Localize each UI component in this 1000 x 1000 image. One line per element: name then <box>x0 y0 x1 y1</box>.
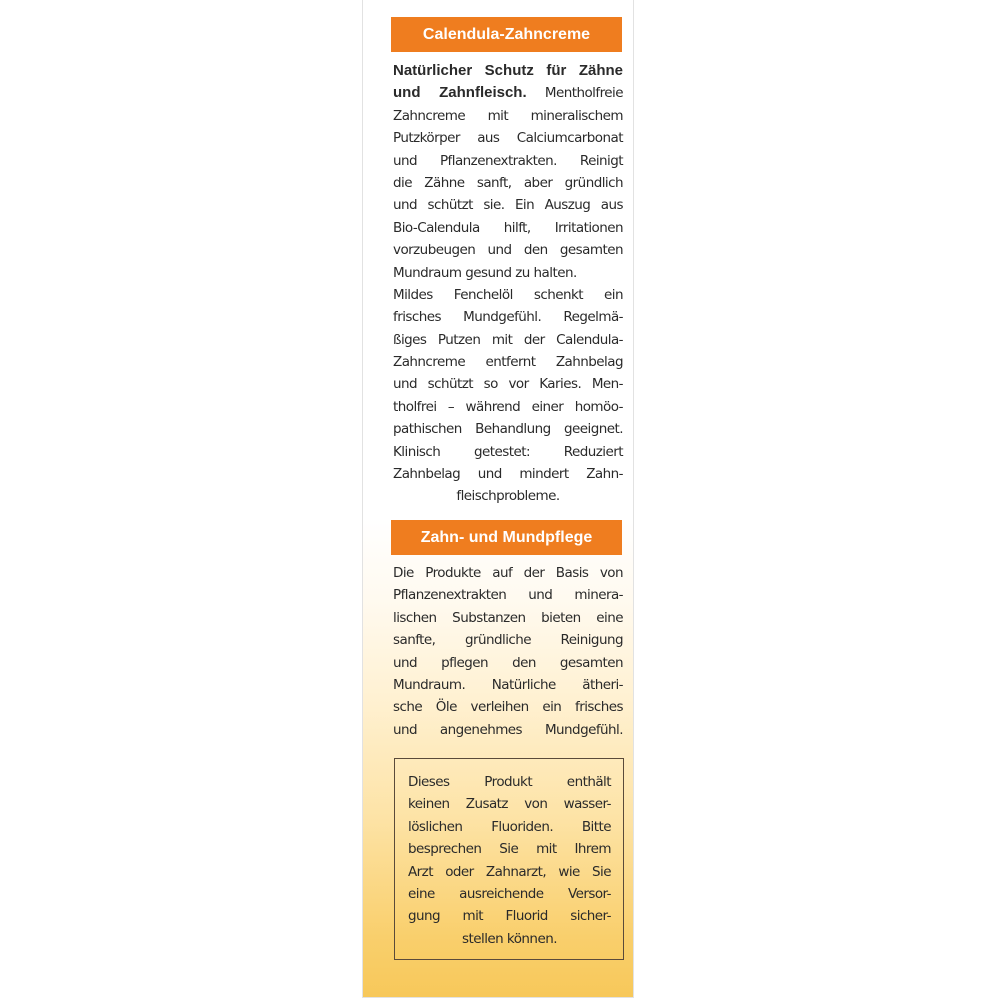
body-line: Bio-Calendula hilft, Irritationen <box>393 219 623 236</box>
lead-rest-text: Mentholfreie <box>526 85 623 102</box>
fluoride-notice-text <box>408 771 611 950</box>
notice-line: löslichen Fluoriden. Bitte <box>408 818 611 835</box>
body-line: sanfte, gründliche Reinigung <box>393 632 623 649</box>
body-line: frisches Mundgefühl. Regelmä- <box>393 309 623 326</box>
body-line: und schützt so vor Karies. Men- <box>393 376 623 393</box>
body-line: Die Produkte auf der Basis von <box>393 565 623 581</box>
body-line: Zahncreme entfernt Zahnbelag <box>393 354 623 371</box>
body-line: die Zähne sanft, aber gründlich <box>393 174 623 191</box>
body-line: Mundraum gesund zu halten. <box>393 264 577 281</box>
body-line: fleischprobleme. <box>456 488 560 505</box>
notice-line: besprechen Sie mit Ihrem <box>408 841 611 858</box>
body-line: vorzubeugen und den gesamten <box>393 242 623 259</box>
body-line: lischen Substanzen bieten eine <box>393 609 623 626</box>
section-body-calendula <box>393 60 623 508</box>
body-line: tholfrei – während einer homöo- <box>393 398 623 415</box>
lead-bold-text: und Zahnfleisch. <box>393 84 527 102</box>
body-line: und schützt sie. Ein Auszug aus <box>393 197 623 214</box>
body-line: Klinisch getestet: Reduziert <box>393 443 623 460</box>
lead-line: Natürlicher Schutz für Zähne <box>393 62 623 79</box>
notice-line: gung mit Fluorid sicher- <box>408 908 611 925</box>
section-heading-mundpflege: Zahn- und Mundpflege <box>391 520 622 555</box>
body-line: Mildes Fenchelöl schenkt ein <box>393 286 623 303</box>
notice-line: stellen können. <box>462 930 557 947</box>
body-line: Pflanzenextrakten und minera- <box>393 587 623 604</box>
body-line: ßiges Putzen mit der Calendula- <box>393 331 623 348</box>
fluoride-notice-box <box>394 758 624 960</box>
body-line: Mundraum. Natürliche ätheri- <box>393 676 623 693</box>
body-line: sche Öle verleihen ein frisches <box>393 699 623 716</box>
body-line: Zahnbelag und mindert Zahn- <box>393 466 623 483</box>
notice-line: Arzt oder Zahnarzt, wie Sie <box>408 863 611 880</box>
notice-line: eine ausreichende Versor- <box>408 885 611 902</box>
section-heading-calendula: Calendula-Zahncreme <box>391 17 622 52</box>
body-line: Putzkörper aus Calciumcarbonat <box>393 130 623 147</box>
body-line: Zahncreme mit mineralischem <box>393 107 623 124</box>
notice-line: Dieses Produkt enthält <box>408 774 611 790</box>
body-line: pathischen Behandlung geeignet. <box>393 421 623 438</box>
lead-line-2 <box>393 82 623 104</box>
body-line: und Pflanzenextrakten. Reinigt <box>393 152 623 169</box>
body-line: und angenehmes Mundgefühl. <box>393 721 623 738</box>
notice-line: keinen Zusatz von wasser- <box>408 796 611 813</box>
body-line: und pflegen den gesamten <box>393 654 623 671</box>
section-body-mundpflege <box>393 562 623 741</box>
product-info-panel <box>362 0 634 998</box>
